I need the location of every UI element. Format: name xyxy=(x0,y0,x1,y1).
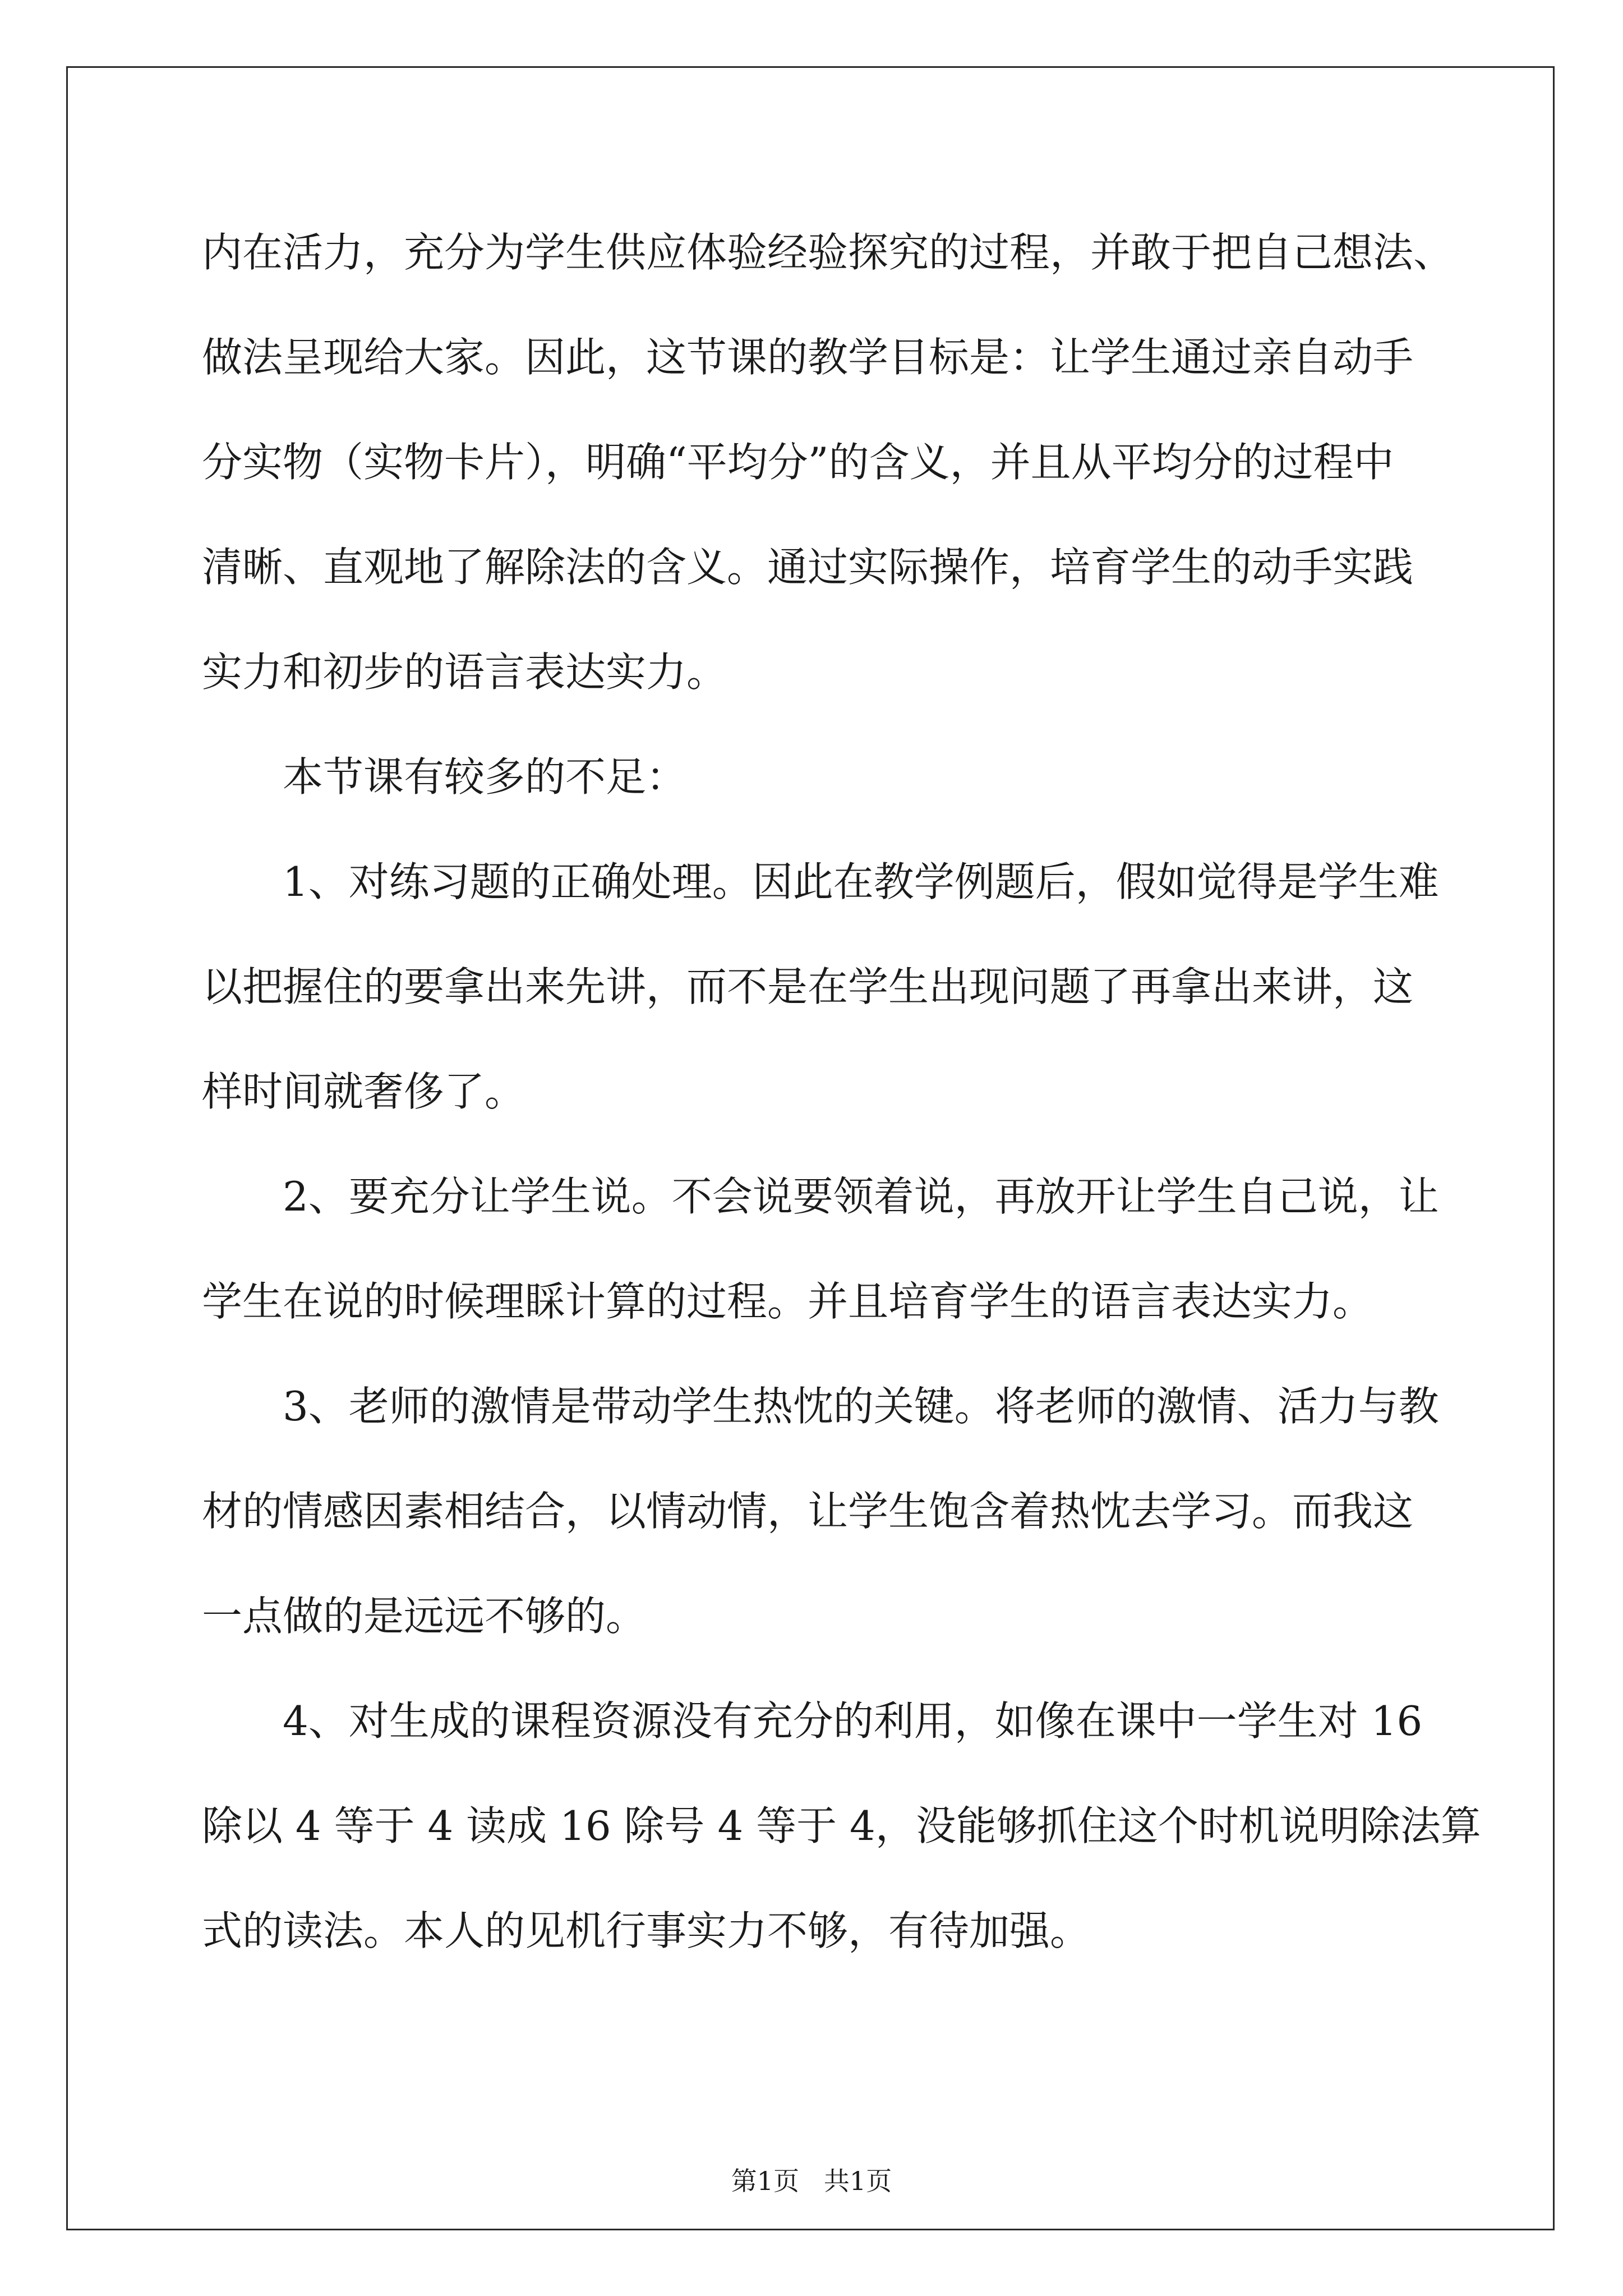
paragraph-heading: 本节课有较多的不足： xyxy=(283,753,687,800)
page-footer: 第1页 共1页 xyxy=(731,2166,892,2196)
body-line: 学生在说的时候理睬计算的过程。并且培育学生的语言表达实力。 xyxy=(202,1278,1373,1325)
list-item-3-start: 3、老师的激情是带动学生热忱的关键。将老师的激情、活力与教 xyxy=(283,1383,1439,1430)
body-line: 以把握住的要拿出来先讲，而不是在学生出现问题了再拿出来讲，这 xyxy=(202,963,1414,1010)
body-line: 清晰、直观地了解除法的含义。通过实际操作，培育学生的动手实践 xyxy=(202,544,1414,591)
body-line: 做法呈现给大家。因此，这节课的教学目标是：让学生通过亲自动手 xyxy=(202,334,1414,381)
list-item-2-start: 2、要充分让学生说。不会说要领着说，再放开让学生自己说，让 xyxy=(283,1173,1439,1220)
list-item-4-start: 4、对生成的课程资源没有充分的利用，如像在课中一学生对 16 xyxy=(283,1697,1423,1745)
body-line: 分实物（实物卡片），明确“平均分”的含义，并且从平均分的过程中 xyxy=(202,439,1394,486)
body-line: 除以 4 等于 4 读成 16 除号 4 等于 4，没能够抓住这个时机说明除法算 xyxy=(202,1802,1481,1849)
body-line: 内在活力，充分为学生供应体验经验探究的过程，并敢于把自己想法、 xyxy=(202,229,1454,276)
body-line: 材的情感因素相结合，以情动情，让学生饱含着热忱去学习。而我这 xyxy=(202,1488,1414,1535)
body-line: 式的读法。本人的见机行事实力不够，有待加强。 xyxy=(202,1907,1091,1954)
body-line: 样时间就奢侈了。 xyxy=(202,1068,525,1115)
body-line: 一点做的是远远不够的。 xyxy=(202,1593,647,1640)
list-item-1-start: 1、对练习题的正确处理。因此在教学例题后，假如觉得是学生难 xyxy=(283,858,1439,905)
body-line: 实力和初步的语言表达实力。 xyxy=(202,648,727,696)
